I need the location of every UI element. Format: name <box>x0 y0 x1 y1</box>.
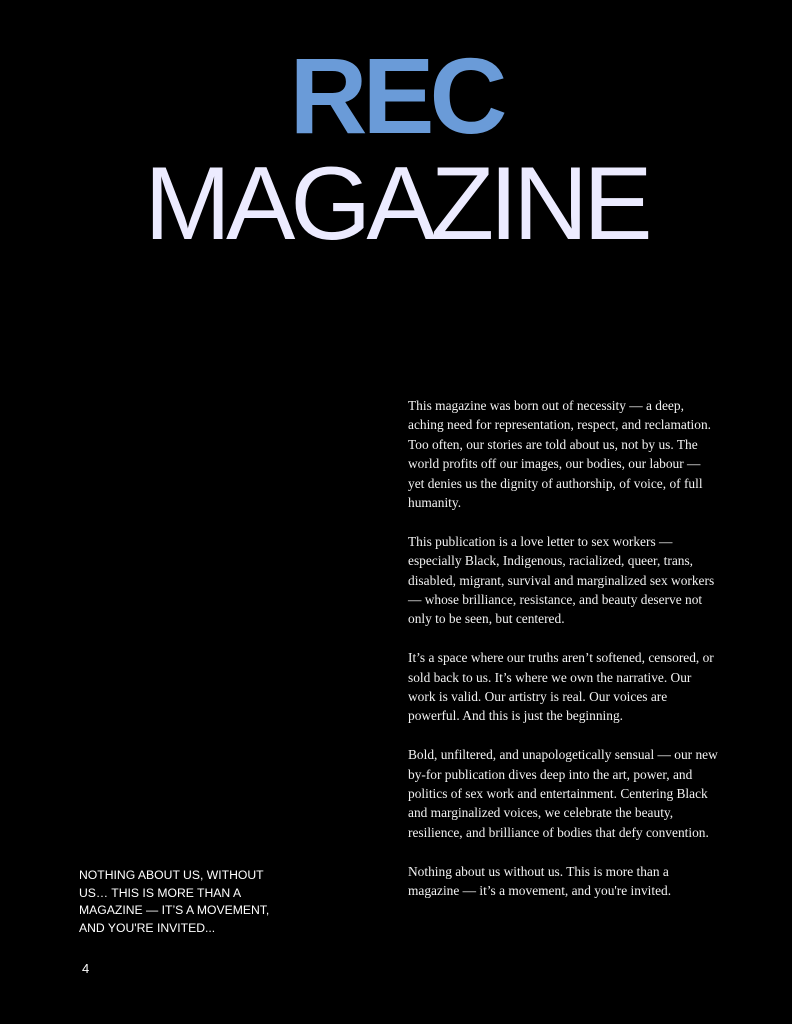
editorial-body <box>408 396 720 901</box>
editorial-paragraph: Bold, unfiltered, and unapologetically sensual — our new by-for publication dives deep into the art, power, and politics of sex work and entertainment. Centering Black and marginalized voices, we celebrate the beauty, resilience, and brilliance of bodies that defy convention. <box>408 747 718 840</box>
page-number: 4 <box>82 961 90 976</box>
editorial-paragraph: It’s a space where our truths aren’t softened, censored, or sold back to us. It’s where we own the narrative. Our work is valid. Our artistry is real. Our voices are powerful. And this is just the beginning. <box>408 650 714 724</box>
masthead-title: MAGAZINE <box>144 146 648 262</box>
masthead-brand: REC <box>289 35 503 156</box>
pull-quote: NOTHING ABOUT US, WITHOUT US… THIS IS MORE THAN A MAGAZINE — IT’S A MOVEMENT, AND YOU'RE INVITED... <box>79 868 270 935</box>
editorial-paragraph: This magazine was born out of necessity — a deep, aching need for representation, respect, and reclamation. Too often, our stories are told about us, not by us. The world profits off our images, our bodies, our labour — yet denies us the dignity of authorship, of voice, of full humanity. <box>408 398 712 511</box>
editorial-paragraph: Nothing about us without us. This is more than a magazine — it’s a movement, and you're invited. <box>408 863 672 899</box>
editorial-paragraph: This publication is a love letter to sex workers — especially Black, Indigenous, racialized, queer, trans, disabled, migrant, survival and marginalized sex workers — whose brilliance, resistance, and beauty deserve not only to be seen, but centered. <box>408 533 715 627</box>
